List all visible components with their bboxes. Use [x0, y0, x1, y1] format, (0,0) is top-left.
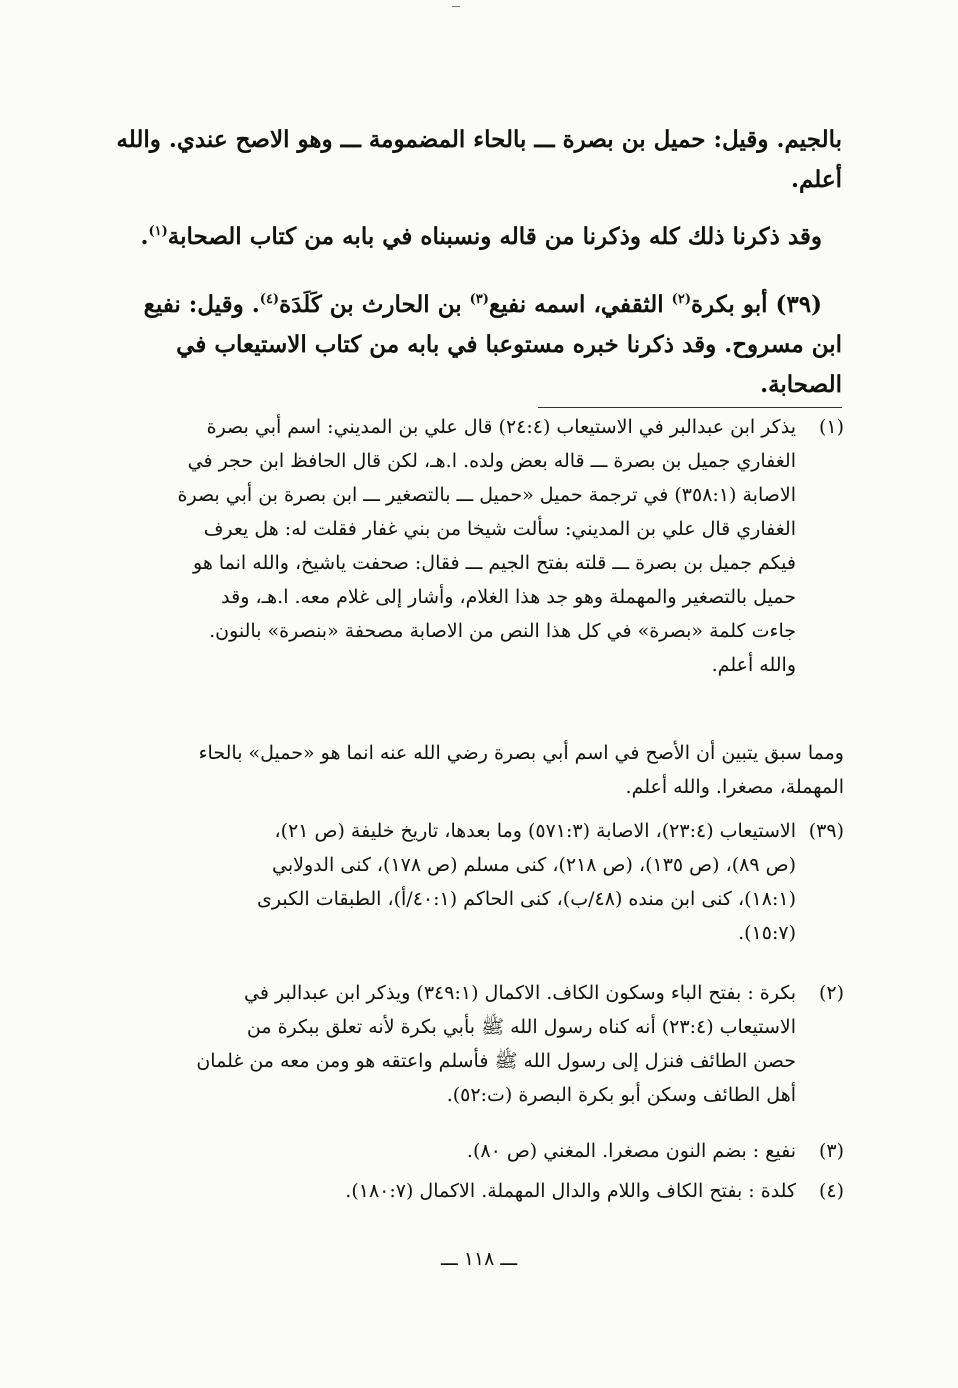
footnote-line: حميل بالتصغير والمهملة وهو جد هذا الغلام، وأشار إلى غلام معه. ا.هـ، وقد	[221, 586, 796, 608]
footnote-line: بكرة : بفتح الباء وسكون الكاف. الاكمال (٣٤٩:١) ويذكر ابن عبدالبر في	[244, 982, 796, 1004]
main-line: الصحابة.	[760, 371, 842, 398]
footnote-line: والله أعلم.	[711, 654, 796, 676]
footnote-ref-2: (٢)	[671, 292, 691, 307]
footnote-line: الغفاري جميل بن بصرة ـــ قاله بعض ولده. ا.هـ، لكن قال الحافظ ابن حجر في	[187, 450, 796, 472]
footnote-1-continuation	[90, 736, 844, 804]
main-paragraph-2	[100, 212, 842, 257]
main-line	[100, 280, 842, 325]
footnote-body	[90, 814, 796, 950]
footnote-line: المهملة، مصغرا. والله أعلم.	[625, 776, 844, 798]
footnote-block	[90, 410, 844, 682]
footnote-line: (١٥:٧).	[738, 922, 796, 944]
footnote-line: يذكر ابن عبدالبر في الاستيعاب (٢٤:٤) قال علي بن المديني: اسم أبي بصرة	[206, 416, 796, 438]
entry-number-39: (٣٩) أبو بكرة	[690, 291, 822, 318]
footnote-number: (٢)	[818, 982, 844, 1004]
footnote-line: كلدة : بفتح الكاف واللام والدال المهملة. الاكمال (١٨٠:٧).	[345, 1180, 796, 1202]
footnote-line: الاستيعاب (٢٣:٤) أنه كناه رسول الله ﷺ بأبي بكرة لأنه تعلق ببكرة من	[246, 1016, 796, 1038]
footnote-line: أهل الطائف وسكن أبو بكرة البصرة (ت:٥٢).	[446, 1084, 796, 1106]
footnote-ref-4: (٤)	[259, 292, 280, 307]
footnote-line: نفيع : بضم النون مصغرا. المغني (ص ٨٠).	[466, 1140, 796, 1162]
footnote-2	[90, 976, 844, 1112]
footnote-line: جاءت كلمة «بصرة» في كل هذا النص من الاصابة مصحفة «بنصرة» بالنون.	[209, 620, 796, 642]
main-text: بن الحارث بن كَلَدَة	[279, 291, 470, 318]
footnote-ref-1: (١)	[148, 224, 168, 239]
footnote-line: الاستيعاب (٢٣:٤)، الاصابة (٥٧١:٣) وما بعدها، تاريخ خليفة (ص ٢١)،	[274, 820, 796, 842]
footnote-block	[90, 1174, 844, 1208]
footnote-number: (٣٩)	[808, 820, 844, 842]
footnote-number: (١)	[818, 416, 844, 438]
main-paragraph-1	[100, 120, 842, 200]
main-line: بالجيم. وقيل: حميل بن بصرة ـــ بالحاء المضمومة ـــ وهو الاصح عندي. والله	[116, 126, 842, 153]
footnote-line: ومما سبق يتبين أن الأصح في اسم أبي بصرة رضي الله عنه انما هو «حميل» بالحاء	[198, 742, 844, 764]
footnote-body	[90, 976, 796, 1112]
footnote-body	[90, 410, 796, 682]
footnote-number: (٣)	[818, 1140, 844, 1162]
main-line	[100, 212, 842, 257]
footnote-ref-3: (٣)	[469, 292, 489, 307]
footnote-line: الاصابة (٣٥٨:١) في ترجمة حميل «حميل ـــ بالتصغير ـــ ابن بصرة بن أبي بصرة	[177, 484, 796, 506]
footnote-line: فيكم جميل بن بصرة ـــ قلته بفتح الجيم ـــ فقال: صحفت ياشيخ، والله انما هو	[193, 552, 796, 574]
footnote-4	[90, 1174, 844, 1208]
main-text: .	[140, 223, 149, 250]
footnote-block	[90, 976, 844, 1112]
footnote-line: حصن الطائف فنزل إلى رسول الله ﷺ فأسلم واعتقه هو ومن معه من غلمان	[196, 1050, 796, 1072]
footnote-body	[90, 1134, 796, 1168]
footnote-1	[90, 410, 844, 682]
entry-39-paragraph	[100, 280, 842, 405]
footnote-line: (ص ٨٩)، (ص ١٣٥)، (ص ٢١٨)، كنى مسلم (ص ١٧٨)، كنى الدولابي	[272, 854, 796, 876]
page-top-mark	[452, 6, 460, 7]
footnote-separator	[538, 407, 842, 408]
footnote-block	[90, 814, 844, 950]
page-number: ـــ ١١٨ ـــ	[440, 1248, 518, 1270]
footnote-3	[90, 1134, 844, 1168]
main-text: . وقيل: نفيع	[143, 291, 260, 318]
footnote-39	[90, 814, 844, 950]
footnote-number: (٤)	[818, 1180, 844, 1202]
main-line: أعلم.	[790, 166, 842, 193]
main-text: وقد ذكرنا ذلك كله وذكرنا من قاله ونسبناه في بابه من كتاب الصحابة	[167, 223, 822, 250]
main-line: ابن مسروح. وقد ذكرنا خبره مستوعبا في بابه من كتاب الاستيعاب في	[176, 331, 842, 358]
footnote-line: الغفاري قال علي بن المديني: سألت شيخا من بني غفار فقلت له: هل يعرف	[203, 518, 796, 540]
footnote-body	[90, 1174, 796, 1208]
footnote-block	[90, 1134, 844, 1168]
main-text: الثقفي، اسمه نفيع	[488, 291, 672, 318]
footnote-line: (١٨:١)، كنى ابن منده (٤٨/ب)، كنى الحاكم (٤٠:١/أ)، الطبقات الكبرى	[257, 888, 796, 910]
